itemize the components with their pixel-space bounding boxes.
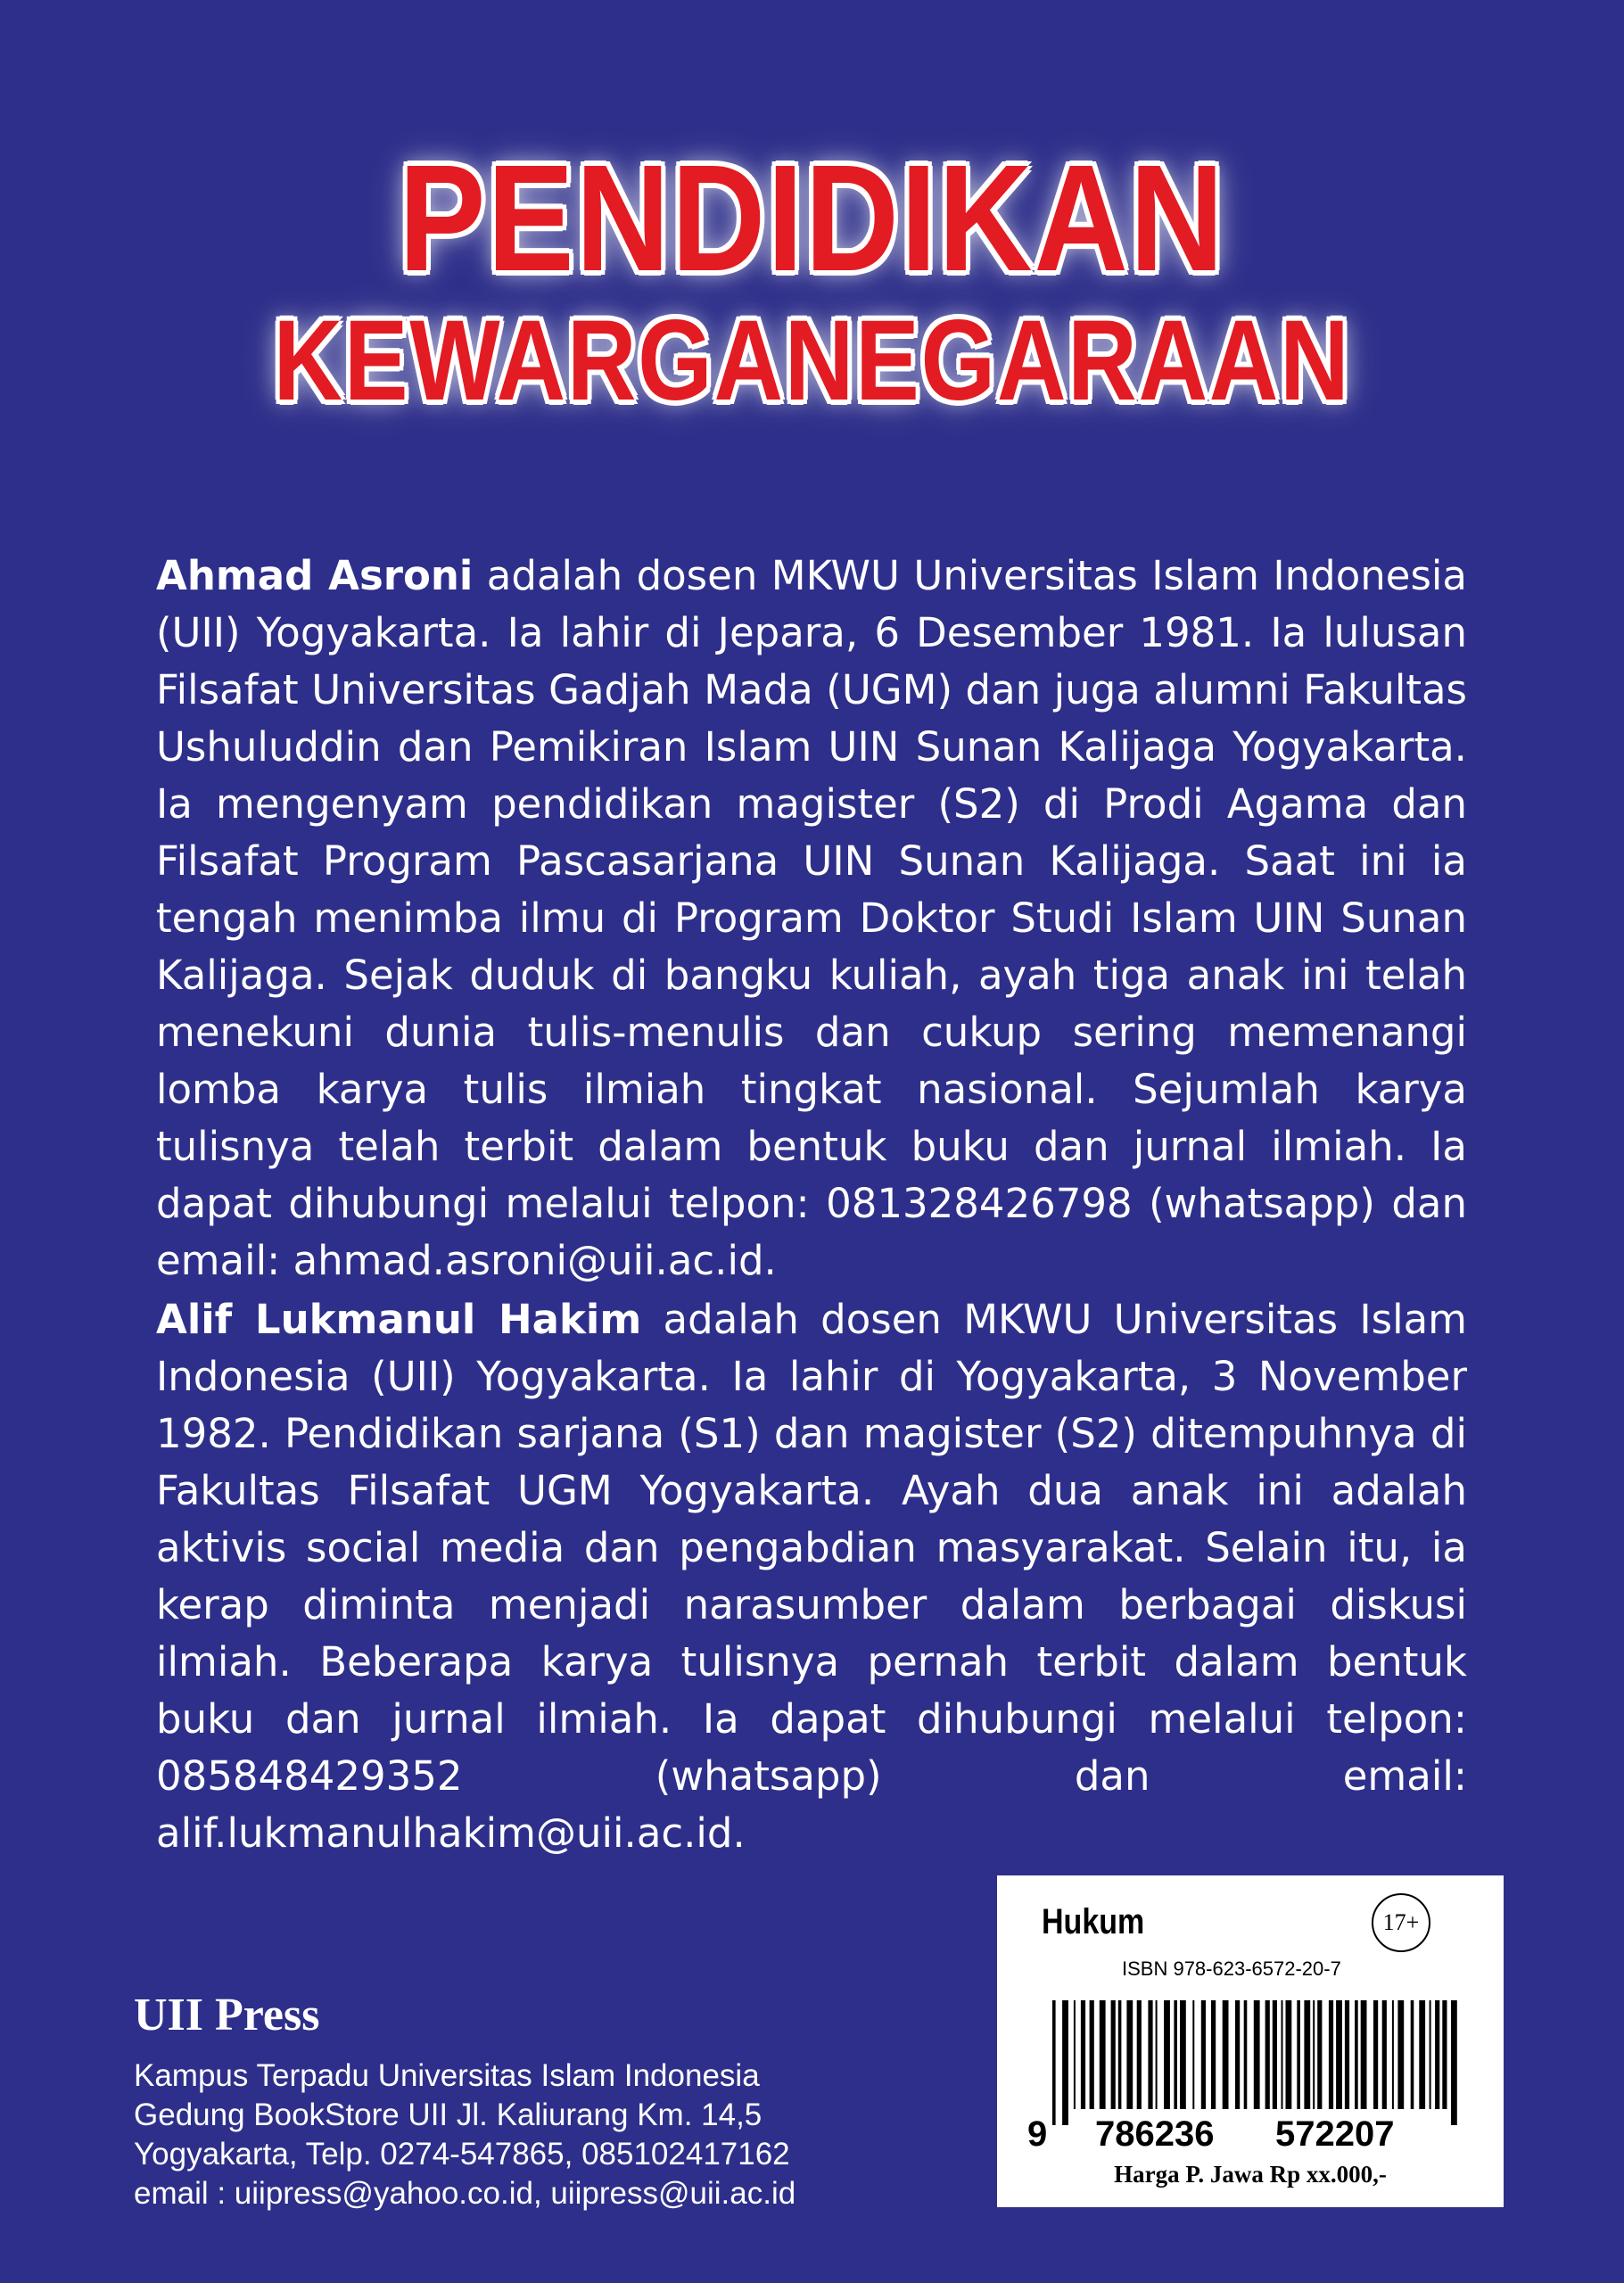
barcode-bar xyxy=(1273,2000,1277,2109)
book-title-line-2: KEWARGANEGARAAN xyxy=(273,297,1351,424)
publisher-address-1: Kampus Terpadu Universitas Islam Indonesia xyxy=(134,2058,760,2093)
barcode-bar xyxy=(1074,2000,1076,2109)
barcode-bar xyxy=(1286,2000,1292,2109)
isbn-number: ISBN 978-623-6572-20-7 xyxy=(1122,1957,1341,1980)
barcode-bar xyxy=(1355,2000,1358,2109)
barcode-bar xyxy=(1201,2000,1206,2109)
barcode-bar xyxy=(1313,2000,1315,2109)
author-bio-text-2: adalah dosen MKWU Universitas Islam Indonesia (UII) Yogyakarta. Ia lahir di Yogyakarta, 3 November 1982. Pendidikan sarjana (S1) dan magister (S2) ditempuhnya di Fakultas Filsafat UGM Yogyakarta. Ayah dua anak ini adalah aktivis social media dan pengabdian masyarakat. Selain itu, ia kerap diminta menjadi narasumber dalam berbagai diskusi ilmiah. Beberapa karya tulisnya pernah terbit dalam bentuk buku dan jurnal ilmiah. Ia dapat dihubungi melalui telpon: 085848429352 (whatsapp) dan email: alif.lukmanulhakim@uii.ac.id. xyxy=(156,1296,1468,1857)
barcode-bar xyxy=(1345,2000,1349,2109)
barcode-bar xyxy=(1317,2000,1322,2109)
barcode-bar xyxy=(1297,2000,1300,2109)
price-label: Harga P. Jawa Rp xx.000,- xyxy=(1114,2161,1387,2188)
barcode-bar xyxy=(1282,2000,1283,2109)
barcode-bar xyxy=(1244,2000,1248,2109)
barcode-bar xyxy=(1382,2000,1387,2109)
book-category: Hukum xyxy=(1042,1902,1145,1941)
barcode-bar xyxy=(1180,2000,1186,2109)
barcode-bar xyxy=(1126,2000,1133,2109)
barcode-bar xyxy=(1148,2000,1152,2109)
barcode-bar xyxy=(1265,2000,1270,2109)
barcode-bar xyxy=(1430,2000,1431,2109)
book-title-line-1: PENDIDIKAN xyxy=(399,134,1225,303)
isbn-barcode-label xyxy=(997,1875,1504,2207)
barcode-bar xyxy=(1329,2000,1333,2109)
author-name-2: Alif Lukmanul Hakim xyxy=(156,1296,642,1343)
barcode-bar xyxy=(1235,2000,1240,2109)
barcode-bar xyxy=(1111,2000,1116,2109)
barcode-bar xyxy=(1451,2000,1457,2125)
barcode-bar xyxy=(1100,2000,1106,2109)
barcode-bar xyxy=(1081,2000,1085,2109)
barcode-bar xyxy=(1361,2000,1367,2109)
barcode-bar xyxy=(1174,2000,1177,2109)
publisher-address-2: Gedung BookStore UII Jl. Kaliurang Km. 14,5 xyxy=(134,2098,763,2132)
publisher-name: UII Press xyxy=(134,1990,320,2040)
barcode-bar xyxy=(1392,2000,1394,2109)
barcode-bars xyxy=(1051,2000,1461,2125)
barcode-digits-1: 9 xyxy=(1027,2114,1048,2154)
barcode-bar xyxy=(1397,2000,1404,2109)
barcode-bar xyxy=(1223,2000,1229,2109)
barcode-bar xyxy=(1090,2000,1094,2109)
barcode-bar xyxy=(1052,2000,1056,2125)
barcode-bar xyxy=(1304,2000,1310,2109)
barcode-bar xyxy=(1156,2000,1158,2109)
barcode-bar xyxy=(1435,2000,1439,2109)
barcode-bar xyxy=(1118,2000,1122,2109)
publisher-info xyxy=(134,1989,796,2213)
barcode-bar xyxy=(1442,2000,1447,2109)
barcode-digits-3: 572207 xyxy=(1275,2114,1395,2154)
author-name-1: Ahmad Asroni xyxy=(156,552,474,599)
barcode-bar xyxy=(1062,2000,1068,2125)
author-bio-1 xyxy=(156,548,1467,1290)
barcode-bar xyxy=(1164,2000,1170,2109)
barcode-bar xyxy=(1192,2000,1194,2109)
barcode-bar xyxy=(1373,2000,1378,2109)
barcode-bar xyxy=(1336,2000,1342,2109)
author-bio-text-1: adalah dosen MKWU Universitas Islam Indonesia (UII) Yogyakarta. Ia lahir di Jepara, 6 Desember 1981. Ia lulusan Filsafat Universitas Gadjah Mada (UGM) dan juga alumni Fakultas Ushuluddin dan Pemikiran Islam UIN Sunan Kalijaga Yogyakarta. Ia mengenyam pendidikan magister (S2) di Prodi Agama dan Filsafat Program Pascasarjana UIN Sunan Kalijaga. Saat ini ia tengah menimba ilmu di Program Doktor Studi Islam UIN Sunan Kalijaga. Sejak duduk di bangku kuliah, ayah tiga anak ini telah menekuni dunia tulis-menulis dan cukup sering memenangi lomba karya tulis ilmiah tingkat nasional. Sejumlah karya tulisnya telah terbit dalam bentuk buku dan jurnal ilmiah. Ia dapat dihubungi melalui telpon: 081328426798 (whatsapp) dan email: ahmad.asroni@uii.ac.id. xyxy=(156,552,1467,1284)
author-bio-2 xyxy=(156,1291,1467,1862)
barcode-bar xyxy=(1419,2000,1425,2109)
barcode-digits-2: 786236 xyxy=(1095,2114,1215,2154)
barcode-bar xyxy=(1137,2000,1142,2109)
barcode-bar xyxy=(1211,2000,1216,2109)
publisher-email: email : uiipress@yahoo.co.id, uiipress@uii.ac.id xyxy=(134,2176,796,2211)
age-rating-badge: 17+ xyxy=(1372,1893,1430,1952)
barcode-bar xyxy=(1411,2000,1414,2109)
publisher-address-3: Yogyakarta, Telp. 0274-547865, 085102417162 xyxy=(134,2137,790,2172)
barcode-bar xyxy=(1254,2000,1260,2109)
